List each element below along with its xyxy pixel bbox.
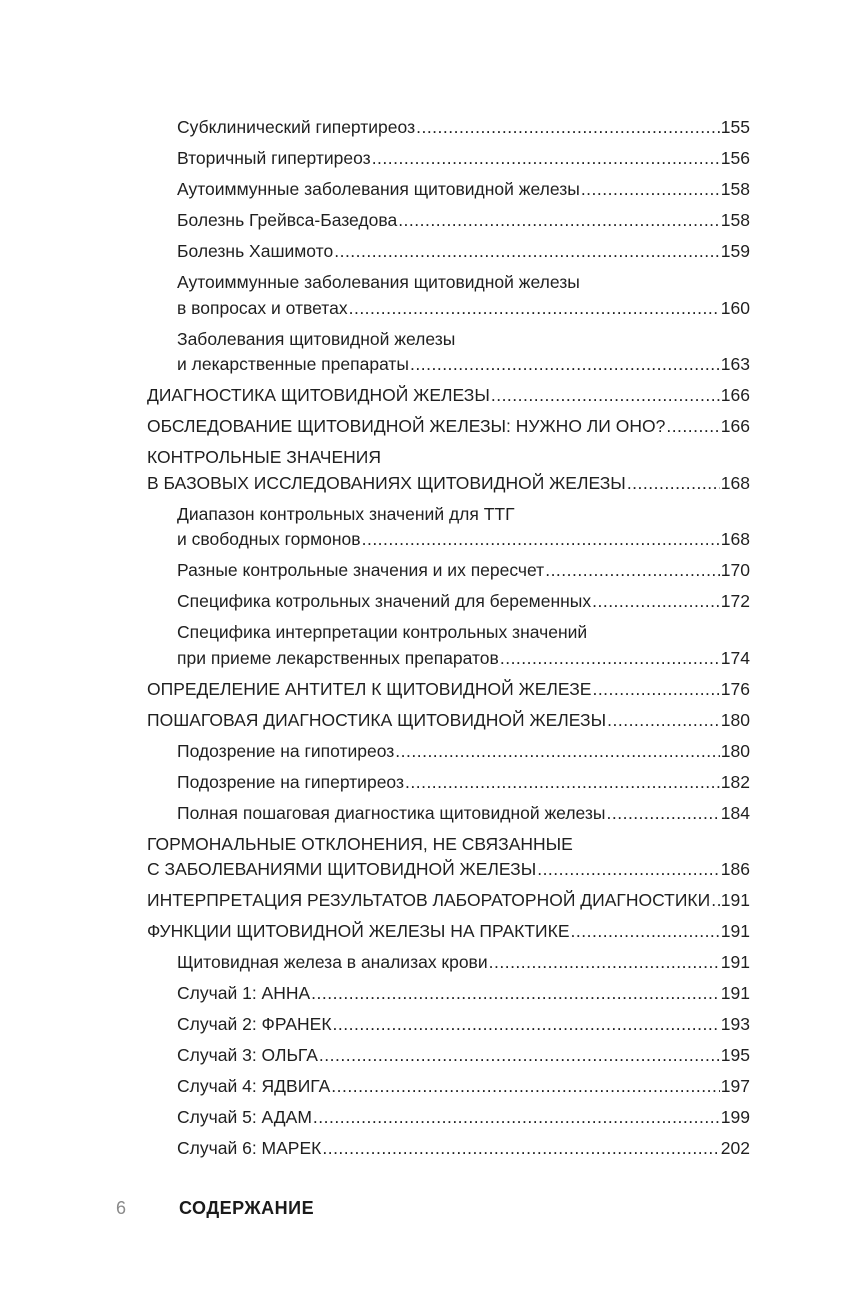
toc-entry[interactable] [177, 559, 750, 582]
dot-leader [313, 1106, 720, 1129]
dot-leader [489, 951, 720, 974]
toc-entry[interactable] [177, 209, 750, 232]
toc-page-number: 197 [720, 1076, 750, 1096]
toc-entry-title-line: Диапазон контрольных значений для ТТГ [177, 503, 515, 524]
toc-entry-title-line: ДИАГНОСТИКА ЩИТОВИДНОЙ ЖЕЛЕЗЫ [147, 385, 490, 405]
toc-entry[interactable] [177, 1013, 750, 1036]
toc-entry[interactable] [147, 384, 750, 407]
dot-leader [500, 647, 720, 670]
toc-entry-title-line: Аутоиммунные заболевания щитовидной железы [177, 179, 580, 199]
dot-leader [592, 590, 720, 613]
toc-page-number: 158 [720, 179, 750, 199]
toc-page-number: 163 [720, 354, 750, 374]
toc-entry-title-line: Вторичный гипертиреоз [177, 148, 371, 168]
toc-entry[interactable] [177, 951, 750, 974]
toc-entry-title-line: Случай 2: ФРАНЕК [177, 1014, 332, 1034]
toc-page-number: 180 [720, 740, 750, 761]
toc-entry-title-line: Подозрение на гипертиреоз [177, 771, 404, 792]
toc-entry-title-line: ОБСЛЕДОВАНИЕ ЩИТОВИДНОЙ ЖЕЛЕЗЫ: НУЖНО ЛИ ОНО? [147, 416, 666, 436]
toc-entry[interactable] [177, 240, 750, 263]
toc-entry-title-line: С ЗАБОЛЕВАНИЯМИ ЩИТОВИДНОЙ ЖЕЛЕЗЫ [147, 859, 537, 879]
toc-page-number: 180 [720, 709, 750, 730]
toc-page-number: 186 [720, 859, 750, 879]
dot-leader [398, 209, 720, 232]
toc-page-number: 195 [720, 1045, 750, 1065]
toc-entry[interactable] [177, 147, 750, 170]
toc-page-number: 155 [720, 117, 750, 137]
toc-entry-title-line: ИНТЕРПРЕТАЦИЯ РЕЗУЛЬТАТОВ ЛАБОРАТОРНОЙ ДИАГНОСТИКИ [147, 890, 711, 910]
toc-entry[interactable] [177, 116, 750, 139]
toc-entry-title-line: ГОРМОНАЛЬНЫЕ ОТКЛОНЕНИЯ, НЕ СВЯЗАННЫЕ [147, 833, 573, 854]
toc-page-number: 184 [720, 802, 750, 823]
footer-page-number: 6 [116, 1198, 127, 1218]
toc-entry-title-line: Специфика интерпретации контрольных значений [177, 622, 588, 642]
toc-entry[interactable] [177, 590, 750, 613]
toc-page-number: 166 [720, 416, 750, 436]
dot-leader [405, 771, 720, 794]
toc-entry[interactable] [177, 328, 750, 377]
toc-entry[interactable] [177, 802, 750, 825]
toc-entry-title-line: при приеме лекарственных препаратов [177, 647, 499, 668]
toc-entry-title-line: ФУНКЦИИ ЩИТОВИДНОЙ ЖЕЛЕЗЫ НА ПРАКТИКЕ [147, 921, 570, 941]
toc-page-number: 168 [720, 472, 750, 493]
toc-page-number: 156 [720, 148, 750, 168]
dot-leader [627, 472, 720, 495]
toc-entry[interactable] [177, 740, 750, 763]
toc-entry-title-line: В БАЗОВЫХ ИССЛЕДОВАНИЯХ ЩИТОВИДНОЙ ЖЕЛЕЗЫ [147, 472, 626, 493]
dot-leader [607, 709, 720, 732]
toc-entry-title-line: Полная пошаговая диагностика щитовидной железы [177, 802, 606, 823]
dot-leader [333, 1013, 720, 1036]
dot-leader [581, 178, 720, 201]
toc-entry-title-line: и свободных гормонов [177, 529, 361, 549]
dot-leader [319, 1044, 720, 1067]
toc-entry-title-line: Специфика котрольных значений для беременных [177, 591, 592, 611]
dot-leader [372, 147, 720, 170]
toc-entry[interactable] [147, 889, 750, 912]
toc-entry[interactable] [177, 1044, 750, 1067]
toc-entry[interactable] [147, 709, 750, 732]
toc-page-number: 160 [720, 297, 750, 318]
toc-page-number: 191 [720, 890, 750, 910]
toc-entry[interactable] [177, 271, 750, 320]
toc-entry-title-line: Болезнь Хашимото [177, 241, 334, 261]
dot-leader [592, 678, 719, 701]
dot-leader [666, 415, 719, 438]
toc-entry-title-line: Субклинический гипертиреоз [177, 117, 416, 137]
toc-entry-title-line: Подозрение на гипотиреоз [177, 740, 395, 761]
toc-entry[interactable] [177, 503, 750, 552]
toc-page-number: 191 [720, 921, 750, 941]
toc-entry-title-line: Случай 5: АДАМ [177, 1107, 312, 1127]
toc-entry-title-line: в вопросах и ответах [177, 297, 348, 318]
toc-page-number: 202 [720, 1138, 750, 1158]
toc-page-number: 168 [720, 529, 750, 549]
toc-entry-title-line: Разные контрольные значения и их пересчет [177, 560, 545, 580]
dot-leader [416, 116, 720, 139]
toc-page-number: 176 [720, 678, 750, 699]
toc-entry-title-line: Случай 4: ЯДВИГА [177, 1076, 331, 1096]
toc-entry[interactable] [147, 920, 750, 943]
toc-entry-title-line: Случай 3: ОЛЬГА [177, 1045, 318, 1065]
toc-entry-title-line: ОПРЕДЕЛЕНИЕ АНТИТЕЛ К ЩИТОВИДНОЙ ЖЕЛЕЗЕ [147, 678, 592, 699]
toc-entry-title-line: ПОШАГОВАЯ ДИАГНОСТИКА ЩИТОВИДНОЙ ЖЕЛЕЗЫ [147, 709, 607, 730]
dot-leader [334, 240, 720, 263]
toc-entry[interactable] [147, 446, 750, 495]
toc-entry[interactable] [147, 415, 750, 438]
dot-leader [545, 559, 720, 582]
toc-page-number: 199 [720, 1107, 750, 1127]
toc-page-number: 182 [720, 771, 750, 792]
footer-section-title: СОДЕРЖАНИЕ [179, 1198, 315, 1218]
toc-entry[interactable] [177, 1106, 750, 1129]
dot-leader [311, 982, 720, 1005]
toc-entry[interactable] [147, 678, 750, 701]
toc-page-number: 159 [720, 241, 750, 261]
toc-page-number: 158 [720, 210, 750, 230]
toc-entry-title-line: Щитовидная железа в анализах крови [177, 952, 488, 972]
dot-leader [571, 920, 720, 943]
toc-page-number: 166 [720, 385, 750, 405]
toc-entry[interactable] [177, 771, 750, 794]
toc-entry-title-line: и лекарственные препараты [177, 354, 410, 374]
dot-leader [711, 889, 720, 912]
toc-page-number: 172 [720, 591, 750, 611]
toc-entry[interactable] [177, 1137, 750, 1160]
toc-entry[interactable] [177, 982, 750, 1005]
toc-entry[interactable] [177, 1075, 750, 1098]
toc-entry-title-line: Случай 1: АННА [177, 983, 311, 1003]
toc-entry-title-line: Заболевания щитовидной железы [177, 328, 456, 349]
toc-entry-title-line: Болезнь Грейвса-Базедова [177, 210, 398, 230]
dot-leader [322, 1137, 719, 1160]
dot-leader [410, 353, 720, 376]
toc-page-number: 174 [720, 647, 750, 668]
toc-page-number: 191 [720, 952, 750, 972]
toc-entry-title-line: Случай 6: МАРЕК [177, 1138, 322, 1158]
toc-page-number: 193 [720, 1014, 750, 1034]
dot-leader [607, 802, 720, 825]
dot-leader [349, 297, 720, 320]
dot-leader [491, 384, 720, 407]
dot-leader [537, 858, 720, 881]
toc-entry-title-line: Аутоиммунные заболевания щитовидной железы [177, 272, 580, 292]
toc-page-number: 170 [720, 560, 750, 580]
dot-leader [395, 740, 720, 763]
dot-leader [362, 528, 720, 551]
toc-entry[interactable] [177, 178, 750, 201]
dot-leader [331, 1075, 720, 1098]
toc-page-number: 191 [720, 983, 750, 1003]
toc-entry[interactable] [147, 833, 750, 882]
toc-entry[interactable] [177, 621, 750, 670]
toc-entry-title-line: КОНТРОЛЬНЫЕ ЗНАЧЕНИЯ [147, 447, 381, 467]
